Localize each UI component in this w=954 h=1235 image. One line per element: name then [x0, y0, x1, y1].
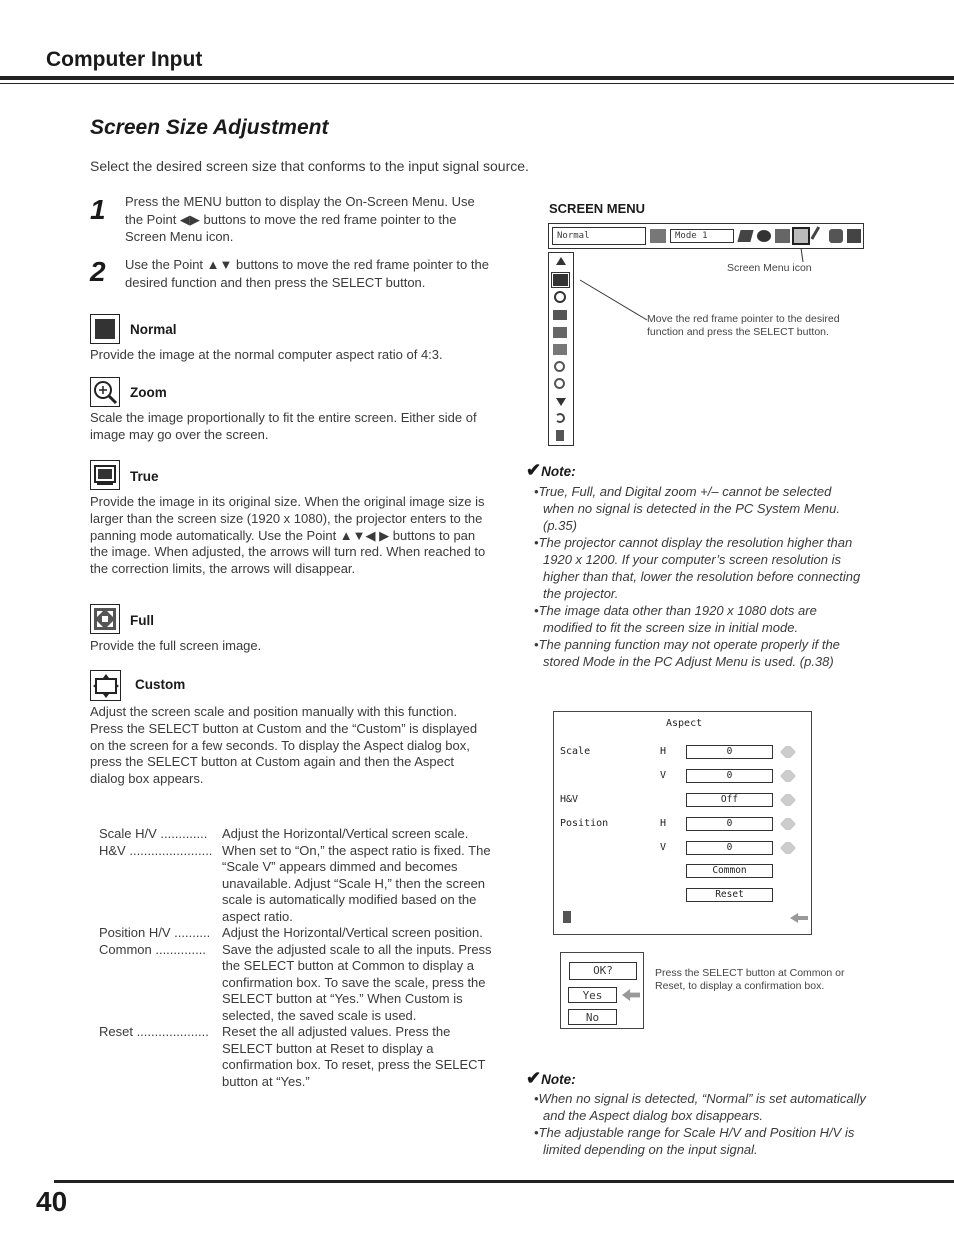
- mode-label-true: True: [130, 469, 159, 484]
- definition-value: Adjust the Horizontal/Vertical screen position.: [222, 925, 483, 940]
- definition-key: Scale H/V .............: [99, 826, 208, 841]
- mode-desc-full: Provide the full screen image.: [90, 638, 262, 653]
- definition-row: [99, 925, 492, 942]
- pointer-arrow-icon: [622, 989, 640, 1001]
- definition-row: [99, 843, 492, 926]
- full-item-icon: [553, 327, 567, 338]
- step-number-1: 1: [90, 194, 106, 225]
- section-title: Computer Input: [46, 48, 203, 71]
- true-screen-icon: [90, 460, 120, 490]
- note-list-1: [534, 483, 864, 670]
- note-label: Note:: [541, 1072, 576, 1087]
- definition-value: Reset the all adjusted values. Press the SELECT button at Reset to display a confirmation box. To reset, press the SELECT button at “Yes.”: [222, 1024, 486, 1089]
- custom-screen-icon: [90, 670, 121, 701]
- aspect-title: Aspect: [666, 718, 703, 729]
- definition-key: H&V .......................: [99, 842, 213, 858]
- zoom-item-icon: [554, 291, 566, 303]
- callout-pointer: Move the red frame pointer to the desired function and press the SELECT button.: [647, 313, 840, 338]
- note-label: Note:: [541, 464, 576, 479]
- header-rule: [0, 76, 954, 80]
- adjust-arrows-icon[interactable]: [780, 746, 796, 758]
- note-heading-1: [526, 460, 576, 481]
- definition-key: Common ..............: [99, 941, 206, 957]
- hv-label: H&V: [560, 794, 579, 805]
- step-number-2: 2: [90, 256, 106, 287]
- back-arrow-icon[interactable]: [790, 913, 808, 923]
- definition-row: [99, 942, 492, 1025]
- definition-value: Adjust the Horizontal/Vertical screen scale.: [222, 826, 469, 841]
- adjust-arrows-icon[interactable]: [780, 794, 796, 806]
- note-item: •When no signal is detected, “Normal” is set automatically and the Aspect dialog box disappears.: [534, 1091, 866, 1123]
- position-h-label: H: [660, 818, 667, 829]
- menu-field-mode: Mode 1: [670, 229, 734, 243]
- menu-field-normal: Normal: [552, 227, 646, 245]
- definition-value: Save the adjusted scale to all the inputs. Press the SELECT button at Common to display a confirmation box. To save the scale, press the SELECT button at “Yes.” When Custom is selected, the saved scale is used.: [222, 941, 492, 1023]
- note-item: •The panning function may not operate properly if the stored Mode in the PC Adjust Menu is used. (p.38): [534, 637, 840, 669]
- true-item-icon: [553, 310, 567, 320]
- up-arrow-icon: [556, 257, 566, 265]
- zoom-icon: [90, 377, 120, 407]
- exit-icon: [556, 430, 564, 441]
- digital-zoom-minus-icon: [554, 378, 565, 389]
- reset-icon: [555, 413, 565, 423]
- definition-key: Reset ....................: [99, 1024, 209, 1039]
- footer-rule: [54, 1180, 954, 1183]
- position-v-label: V: [660, 842, 667, 853]
- mode-desc-zoom: Scale the image proportionally to fit the entire screen. Either side of image may go over the screen.: [90, 410, 477, 442]
- full-screen-icon: [90, 604, 120, 634]
- screen-submenu-column: [548, 252, 574, 446]
- note-heading-2: [526, 1068, 576, 1089]
- intro-text: Select the desired screen size that conforms to the input signal source.: [90, 158, 529, 174]
- header-rule-thin: [0, 83, 954, 84]
- adjust-arrows-icon[interactable]: [780, 842, 796, 854]
- note-list-2: [534, 1090, 874, 1158]
- custom-definitions: [99, 826, 492, 1090]
- definition-key: Position H/V ..........: [99, 925, 211, 940]
- no-button[interactable]: No: [568, 1009, 617, 1025]
- mode-desc-true: Provide the image in its original size. When the original image size is larger than the screen size (1920 x 1080), the projector enters to the panning mode automatically. Use the Point ▲▼◀ ▶ buttons to pan the image. When adjusted, the arrows will turn red. When reached to the correction limits, the arrows will disappear.: [90, 494, 486, 577]
- mode-label-zoom: Zoom: [130, 385, 167, 400]
- page-title: Screen Size Adjustment: [90, 116, 329, 139]
- note-item: •True, Full, and Digital zoom +/– cannot be selected when no signal is detected in the PC System Menu. (p.35): [534, 484, 840, 533]
- custom-item-icon: [553, 344, 567, 355]
- down-arrow-icon: [556, 398, 566, 406]
- mode-label-full: Full: [130, 613, 154, 628]
- scale-v-label: V: [660, 770, 667, 781]
- mode-label-custom: Custom: [135, 677, 186, 692]
- step-text-1: Press the MENU button to display the On-Screen Menu. Use the Point ◀▶ buttons to move the red frame pointer to the Screen Menu icon.: [125, 194, 475, 244]
- definition-value: When set to “On,” the aspect ratio is fixed. The “Scale V” appears dimmed and becomes unavailable. Adjust “Scale H,” then the screen scale is automatically modified based on the aspect ratio.: [222, 842, 491, 924]
- information-icon: [829, 229, 843, 243]
- mode-desc-normal: Provide the image at the normal computer aspect ratio of 4:3.: [90, 347, 443, 362]
- network-icon: [847, 229, 861, 243]
- normal-screen-icon: [90, 314, 120, 344]
- mode-label-normal: Normal: [130, 322, 177, 337]
- note-item: •The adjustable range for Scale H/V and Position H/V is limited depending on the input signal.: [534, 1125, 855, 1157]
- mode-desc-custom: Adjust the screen scale and position manually with this function. Press the SELECT button at Custom and the “Custom” is displayed on the screen for a few seconds. To display the Aspect dialog box, press the SELECT button at Custom again and then the Aspect dialog box appears.: [90, 704, 478, 787]
- screen-menu-heading: SCREEN MENU: [549, 201, 646, 216]
- definition-row: [99, 826, 492, 843]
- exit-icon[interactable]: [563, 911, 571, 923]
- hv-field[interactable]: Off: [686, 793, 773, 807]
- position-v-field[interactable]: 0: [686, 841, 773, 855]
- ok-prompt: OK?: [569, 962, 637, 980]
- common-button[interactable]: Common: [686, 864, 773, 878]
- confirmation-box: [560, 952, 644, 1029]
- check-icon: ✔: [526, 1068, 542, 1088]
- yes-button[interactable]: Yes: [568, 987, 617, 1003]
- digital-zoom-plus-icon: [554, 361, 565, 372]
- check-icon: ✔: [526, 460, 542, 480]
- aspect-dialog: [553, 711, 812, 935]
- adjust-arrows-icon[interactable]: [780, 770, 796, 782]
- position-label: Position: [560, 818, 609, 829]
- scale-v-field[interactable]: 0: [686, 769, 773, 783]
- note-item: •The image data other than 1920 x 1080 dots are modified to fit the screen size in initial mode.: [534, 603, 817, 635]
- confirm-caption: Press the SELECT button at Common or Reset, to display a confirmation box.: [655, 967, 845, 992]
- page-number: 40: [36, 1186, 68, 1217]
- callout-screen-menu-icon: Screen Menu icon: [727, 262, 812, 274]
- normal-item-icon: [553, 274, 568, 286]
- scale-h-label: H: [660, 746, 667, 757]
- note-item: •The projector cannot display the resolution higher than 1920 x 1200. If your computer’s screen resolution is higher than that, lower the resolution before connecting the projector.: [534, 535, 861, 601]
- reset-button[interactable]: Reset: [686, 888, 773, 902]
- scale-h-field[interactable]: 0: [686, 745, 773, 759]
- step-text-2: Use the Point ▲▼ buttons to move the red frame pointer to the desired function and then press the SELECT button.: [125, 257, 489, 290]
- definition-row: [99, 1024, 492, 1090]
- adjust-arrows-icon[interactable]: [780, 818, 796, 830]
- position-h-field[interactable]: 0: [686, 817, 773, 831]
- scale-label: Scale: [560, 746, 591, 757]
